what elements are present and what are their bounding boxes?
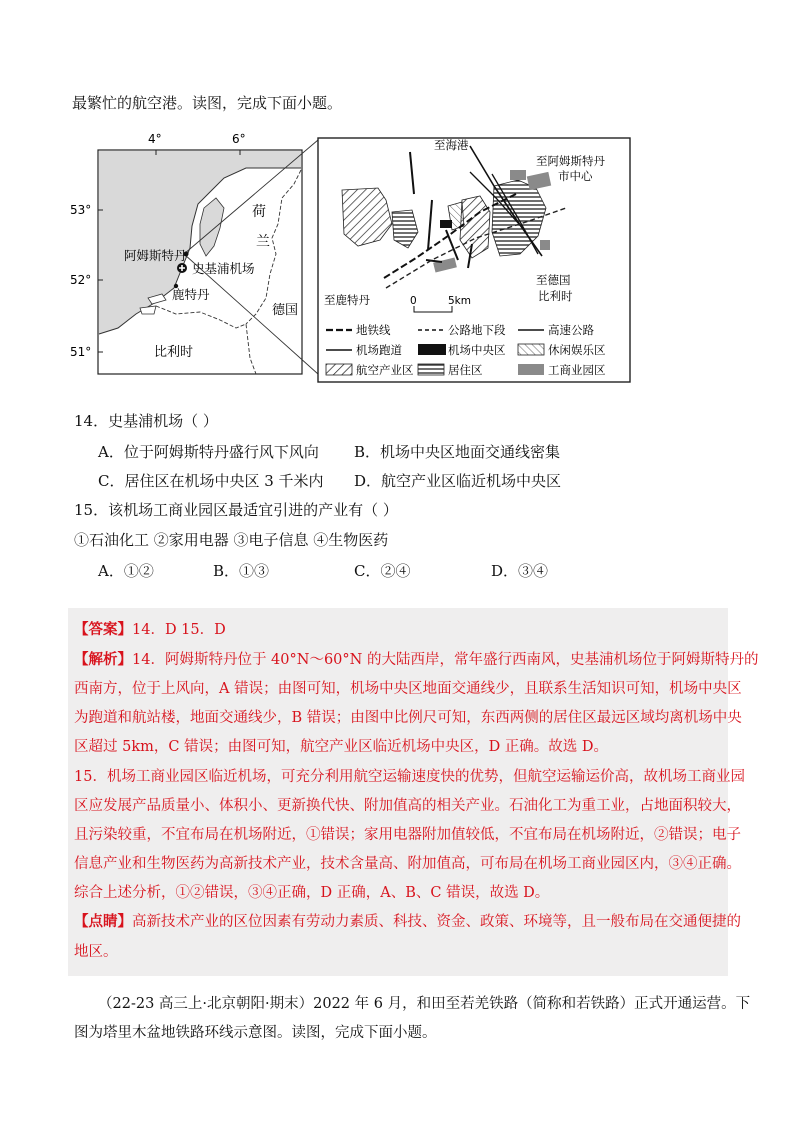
analysis-line-5: 15．机场工商业园区临近机场，可充分利用航空运输速度快的优势，但航空运输运价高，故机场工商业园	[74, 769, 745, 785]
next-intro-line-1: （22-23 高三上·北京朝阳·期末）2022 年 6 月，和田至若羌铁路（简称和若铁路）正式开通运营。下	[98, 996, 751, 1012]
lon-label-6: 6°	[232, 132, 246, 146]
next-intro-line-2: 图为塔里木盆地铁路环线示意图。读图，完成下面小题。	[74, 1025, 437, 1041]
scale-km: 5km	[448, 295, 471, 307]
legend-commercial-park: 工商业园区	[548, 363, 606, 377]
q14-stem: 14．史基浦机场（ ）	[74, 412, 218, 430]
label-germany: 德国	[272, 303, 299, 318]
legend	[326, 323, 606, 377]
legend-airport-central: 机场中央区	[448, 343, 506, 357]
analysis-line-6: 区应发展产品质量小、体积小、更新换代快、附加值高的相关产业。石油化工为重工业，占地面积较大，	[74, 798, 741, 814]
lat-label-52: 52°	[70, 273, 92, 287]
tip-text-1: 高新技术产业的区位因素有劳动力素质、科技、资金、政策、环境等，且一般布局在交通便捷的	[132, 914, 741, 930]
analysis-line-1	[74, 648, 758, 669]
analysis-line-9: 综合上述分析，①②错误，③④正确，D 正确，A、B、C 错误，故选 D。	[74, 885, 550, 901]
q15-option-b: B．①③	[213, 562, 270, 580]
scale-zero: 0	[410, 295, 417, 307]
tip-tag: 【点睛】	[74, 913, 132, 930]
label-to-seaport: 至海港	[434, 138, 469, 152]
answer-text: 14．D 15．D	[132, 622, 226, 638]
q15-items: ①石油化工 ②家用电器 ③电子信息 ④生物医药	[74, 531, 389, 549]
label-to-germany-2: 比利时	[538, 289, 573, 303]
q15-option-a: A．①②	[98, 562, 154, 580]
q14-option-d: D．航空产业区临近机场中央区	[354, 472, 562, 490]
legend-highway: 高速公路	[548, 323, 594, 337]
q15-stem: 15．该机场工商业园区最适宜引进的产业有（ ）	[74, 501, 398, 519]
lat-label-53: 53°	[70, 203, 92, 217]
legend-runway: 机场跑道	[356, 343, 402, 357]
analysis-line-2: 西南方，位于上风向，A 错误；由图可知，机场中央区地面交通线少，且联系生活知识可知，机场中央区	[74, 681, 742, 697]
lon-label-4: 4°	[148, 132, 162, 146]
label-belgium: 比利时	[154, 345, 194, 360]
tip-line-2: 地区。	[74, 944, 118, 960]
analysis-line-8: 信息产业和生物医药为高新技术产业，技术含量高、附加值高，可布局在机场工商业园区内，③④正确。	[74, 856, 741, 872]
q14-option-c: C．居住区在机场中央区 3 千米内	[98, 472, 324, 490]
q15-option-d: D．③④	[491, 562, 549, 580]
label-to-amsterdam-2: 市中心	[558, 169, 593, 183]
answer-tag: 【答案】	[74, 621, 132, 638]
netherlands-map	[70, 132, 318, 374]
q14-option-a: A．位于阿姆斯特丹盛行风下风向	[98, 443, 319, 461]
analysis-tag: 【解析】	[74, 651, 132, 668]
legend-leisure: 休闲娱乐区	[548, 343, 606, 357]
label-holland-1: 荷	[252, 204, 266, 220]
q15-option-c: C．②④	[354, 562, 411, 580]
intro-text: 最繁忙的航空港。读图，完成下面小题。	[72, 94, 343, 112]
airport-inset	[318, 138, 630, 382]
label-to-germany-1: 至德国	[536, 273, 571, 287]
label-holland-2: 兰	[256, 234, 270, 250]
analysis-line-3: 为跑道和航站楼，地面交通线少，B 错误；由图中比例尺可知，东西两侧的居住区最远区域均离机场中央	[74, 710, 742, 726]
label-to-amsterdam-1: 至阿姆斯特丹	[536, 154, 605, 168]
label-schiphol: 史基浦机场	[192, 261, 255, 276]
analysis-line-4: 区超过 5km，C 错误；由图可知，航空产业区临近机场中央区，D 正确。故选 D。	[74, 739, 609, 755]
lat-label-51: 51°	[70, 345, 92, 359]
legend-residential: 居住区	[448, 363, 483, 377]
label-amsterdam: 阿姆斯特丹	[124, 248, 187, 263]
map-figure	[70, 128, 632, 382]
label-to-rotterdam: 至鹿特丹	[324, 293, 370, 307]
label-rotterdam: 鹿特丹	[172, 287, 210, 302]
analysis-text-1: 14．阿姆斯特丹位于 40°N～60°N 的大陆西岸，常年盛行西南风，史基浦机场位于阿姆斯特丹的	[132, 652, 759, 668]
q14-option-b: B．机场中央区地面交通线密集	[354, 443, 561, 461]
answer-line	[74, 618, 226, 639]
legend-aviation-industry: 航空产业区	[356, 363, 414, 377]
tip-line-1	[74, 910, 741, 931]
legend-road-underground: 公路地下段	[448, 323, 506, 337]
legend-metro: 地铁线	[356, 323, 391, 337]
analysis-line-7: 且污染较重，不宜布局在机场附近，①错误；家用电器附加值较低，不宜布局在机场附近，②错误；电子	[74, 827, 741, 843]
